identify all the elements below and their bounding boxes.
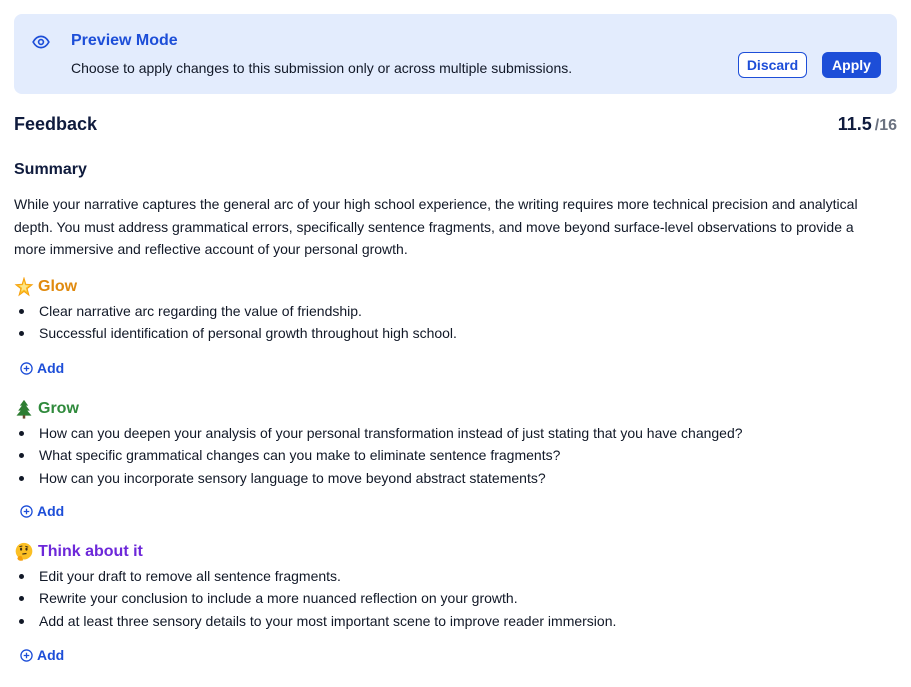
add-label: Add [37, 647, 65, 663]
think-heading-label: Think about it [38, 543, 143, 560]
banner-description: Choose to apply changes to this submission only or across multiple submissions. [71, 60, 573, 76]
evergreen-tree-icon [14, 399, 34, 419]
glow-heading [14, 277, 77, 297]
score-max: 16 [879, 117, 897, 134]
banner-title: Preview Mode [71, 32, 178, 49]
grow-list [14, 422, 894, 489]
glow-list [14, 300, 894, 345]
glow-heading-label: Glow [38, 278, 78, 295]
summary-text: While your narrative captures the general arc of your high school experience, the writing requires more technical precision and analytical depth. You must address grammatical errors, specifically sentence fragments, and move beyond surface-level observations to provide a more immersive and reflective account of your personal growth. [14, 196, 858, 257]
think-list [14, 565, 894, 632]
discard-button[interactable]: Discard [738, 52, 807, 78]
list-item: Clear narrative arc regarding the value of friendship. [14, 300, 894, 322]
score-separator: / [874, 117, 880, 134]
add-label: Add [37, 360, 65, 376]
summary-heading: Summary [14, 161, 87, 178]
list-item: Add at least three sensory details to your most important scene to improve reader immersion. [14, 610, 894, 632]
add-label: Add [37, 503, 65, 519]
thinking-face-icon [14, 542, 34, 562]
grow-heading-label: Grow [38, 400, 79, 417]
add-grow-button[interactable] [20, 503, 64, 519]
add-glow-button[interactable] [20, 360, 64, 376]
grow-heading [14, 399, 79, 419]
glowing-star-icon [14, 277, 34, 297]
list-item: Successful identification of personal growth throughout high school. [14, 322, 894, 344]
eye-icon [31, 33, 51, 51]
apply-button[interactable]: Apply [822, 52, 881, 78]
list-item: How can you incorporate sensory language to move beyond abstract statements? [14, 467, 894, 489]
preview-mode-banner [14, 14, 897, 94]
add-think-button[interactable] [20, 647, 64, 663]
score-value: 11.5 [837, 114, 872, 134]
feedback-title: Feedback [14, 114, 98, 134]
score-display [838, 114, 897, 135]
list-item: How can you deepen your analysis of your personal transformation instead of just stating that you have changed? [14, 422, 894, 444]
plus-circle-icon [20, 362, 33, 375]
list-item: What specific grammatical changes can you make to eliminate sentence fragments? [14, 444, 894, 466]
plus-circle-icon [20, 505, 33, 518]
think-heading [14, 542, 143, 562]
plus-circle-icon [20, 649, 33, 662]
list-item: Edit your draft to remove all sentence fragments. [14, 565, 894, 587]
list-item: Rewrite your conclusion to include a more nuanced reflection on your growth. [14, 587, 894, 609]
